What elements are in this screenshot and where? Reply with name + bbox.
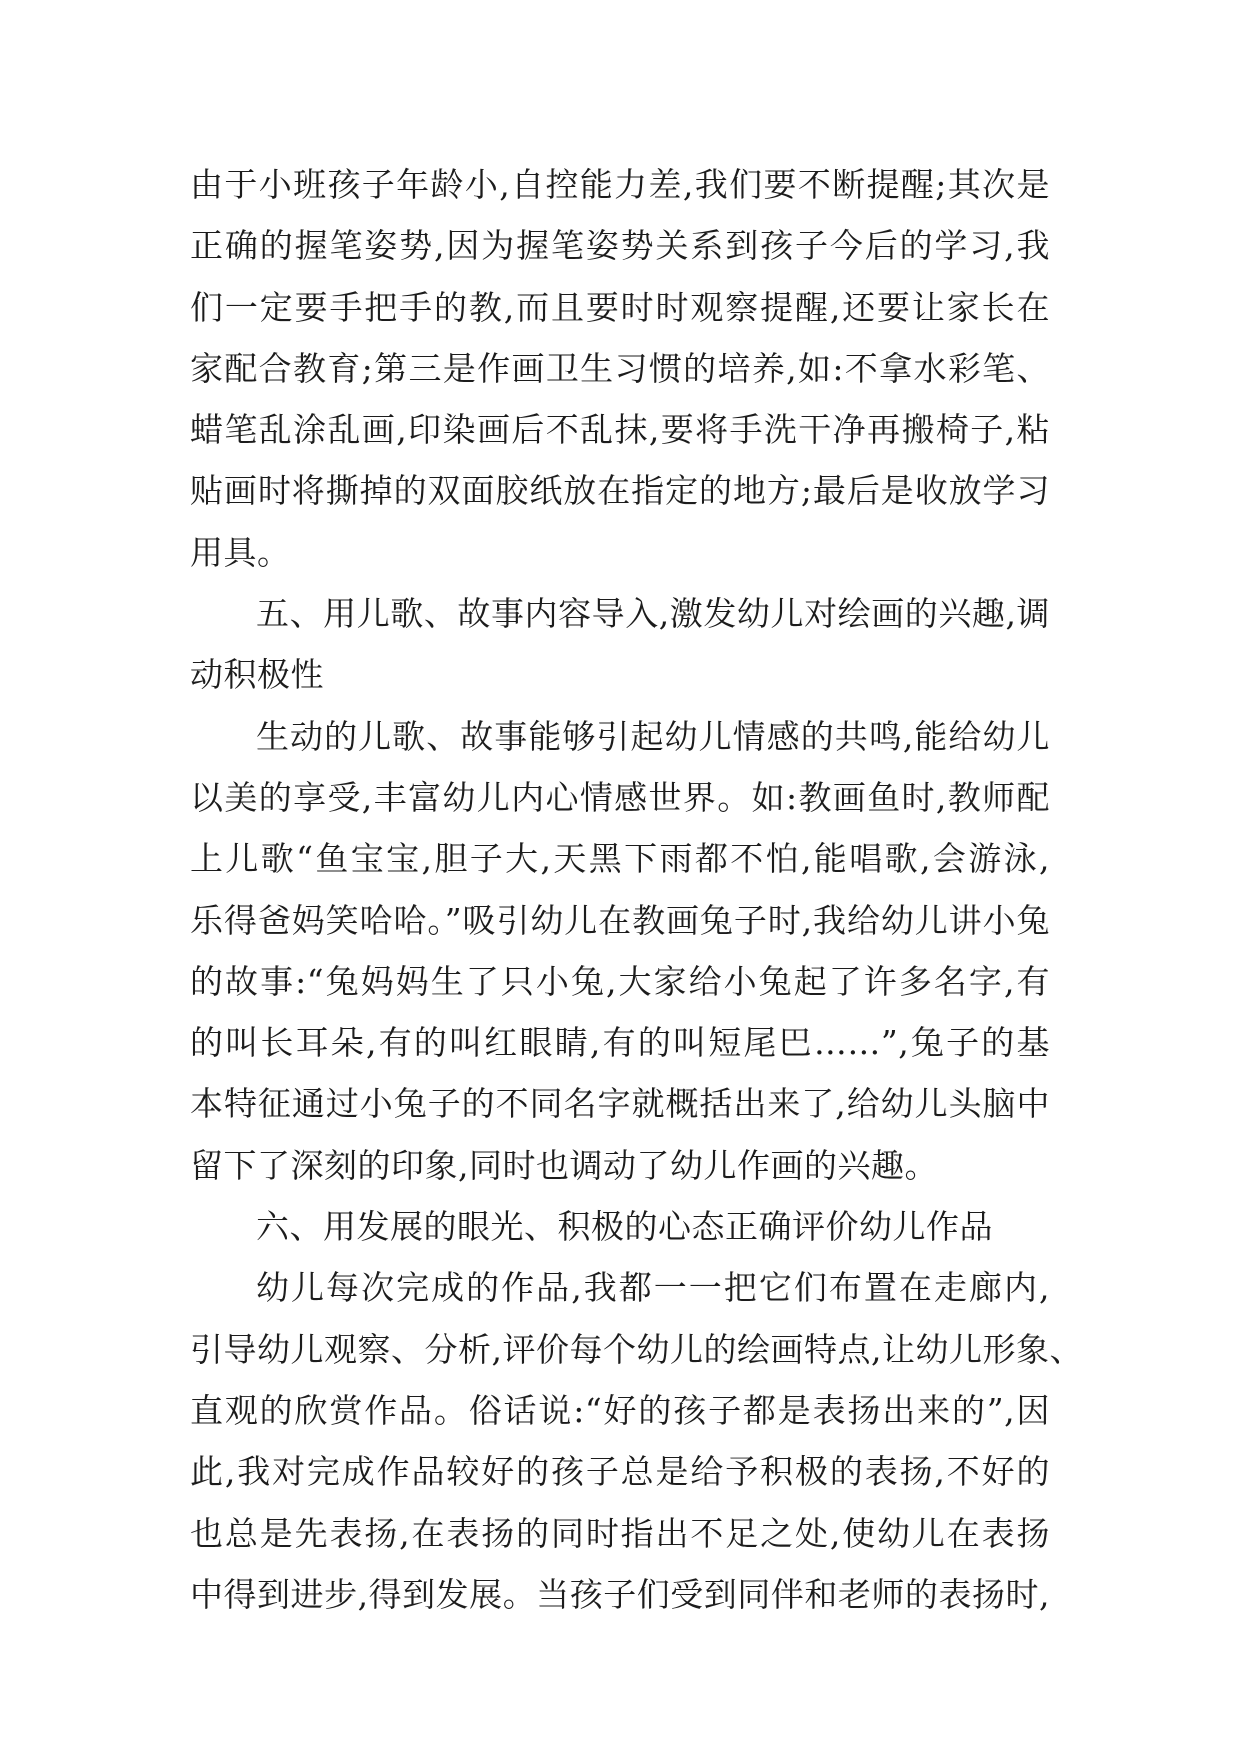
text-line: 用具。 — [190, 532, 291, 572]
text-line: 正确的握笔姿势,因为握笔姿势关系到孩子今后的学习,我 — [190, 226, 1050, 266]
section-heading: 动积极性 — [190, 655, 324, 695]
section-heading: 六、用发展的眼光、积极的心态正确评价幼儿作品 — [256, 1207, 993, 1247]
text-line: 的叫长耳朵,有的叫红眼睛,有的叫短尾巴……”,兔子的基 — [190, 1023, 1050, 1063]
text-line: 幼儿每次完成的作品,我都一一把它们布置在走廊内, — [256, 1268, 1050, 1308]
text-line: 上儿歌“鱼宝宝,胆子大,天黑下雨都不怕,能唱歌,会游泳, — [190, 839, 1050, 879]
text-line: 由于小班孩子年龄小,自控能力差,我们要不断提醒;其次是 — [190, 165, 1050, 204]
text-line: 蜡笔乱涂乱画,印染画后不乱抹,要将手洗干净再搬椅子,粘 — [190, 410, 1050, 450]
text-line: 直观的欣赏作品。俗话说:“好的孩子都是表扬出来的”,因 — [190, 1390, 1050, 1430]
text-line: 也总是先表扬,在表扬的同时指出不足之处,使幼儿在表扬 — [190, 1513, 1050, 1553]
text-line: 本特征通过小兔子的不同名字就概括出来了,给幼儿头脑中 — [190, 1084, 1050, 1124]
text-line: 引导幼儿观察、分析,评价每个幼儿的绘画特点,让幼儿形象、 — [190, 1329, 1083, 1369]
text-line: 生动的儿歌、故事能够引起幼儿情感的共鸣,能给幼儿 — [256, 716, 1050, 756]
text-line: 以美的享受,丰富幼儿内心情感世界。如:教画鱼时,教师配 — [190, 777, 1050, 817]
text-line: 留下了深刻的印象,同时也调动了幼儿作画的兴趣。 — [190, 1145, 938, 1185]
body-text — [190, 154, 1083, 1625]
text-line: 的故事:“兔妈妈生了只小兔,大家给小兔起了许多名字,有 — [190, 961, 1050, 1001]
text-line: 中得到进步,得到发展。当孩子们受到同伴和老师的表扬时, — [190, 1574, 1050, 1614]
section-heading: 五、用儿歌、故事内容导入,激发幼儿对绘画的兴趣,调 — [256, 594, 1050, 634]
text-line: 们一定要手把手的教,而且要时时观察提醒,还要让家长在 — [190, 287, 1050, 327]
text-line: 贴画时将撕掉的双面胶纸放在指定的地方;最后是收放学习 — [190, 471, 1050, 511]
text-line: 此,我对完成作品较好的孩子总是给予积极的表扬,不好的 — [190, 1452, 1050, 1492]
text-line: 家配合教育;第三是作画卫生习惯的培养,如:不拿水彩笔、 — [190, 348, 1050, 388]
text-line: 乐得爸妈笑哈哈。”吸引幼儿在教画兔子时,我给幼儿讲小兔 — [190, 900, 1050, 940]
